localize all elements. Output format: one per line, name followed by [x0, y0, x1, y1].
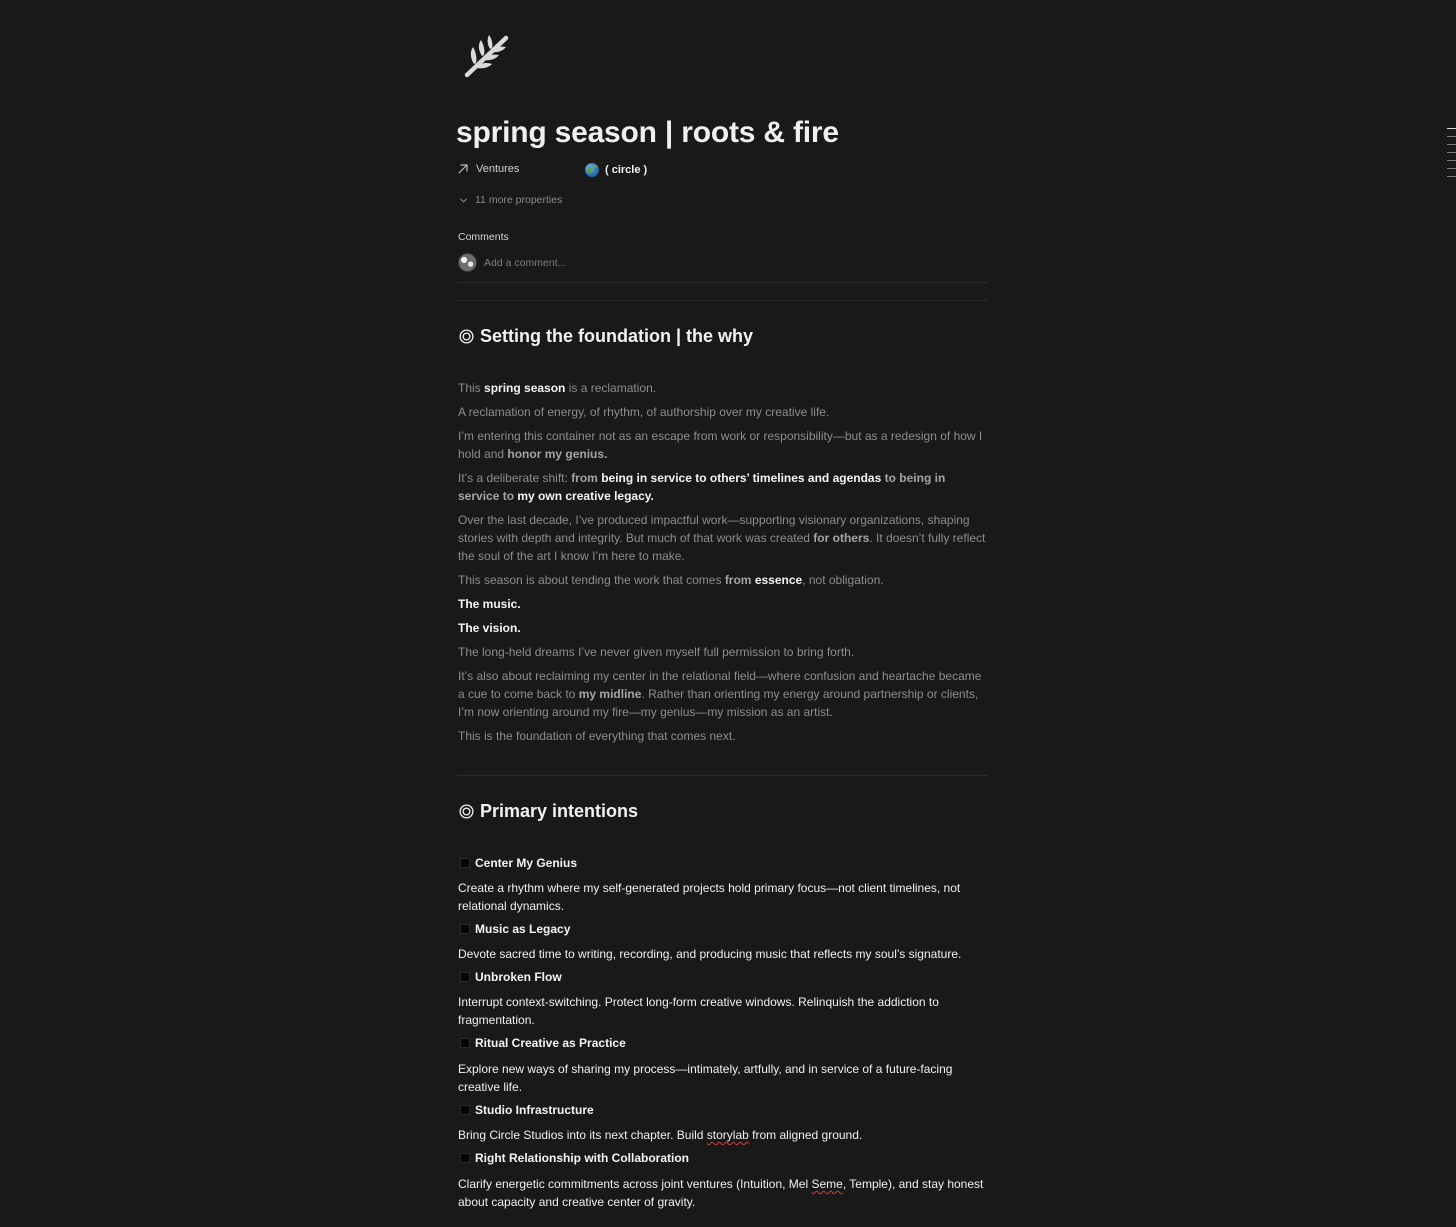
relation-value-label: ( circle ) [605, 164, 648, 176]
toc-line [1447, 168, 1456, 169]
section-heading-intentions[interactable] [459, 801, 638, 822]
intention-title[interactable]: Center My Genius [460, 856, 577, 870]
intention-body[interactable]: Explore new ways of sharing my process—intimately, artfully, and in service of a future-facing creative life. [458, 1062, 953, 1094]
square-bullet-icon [460, 924, 470, 934]
property-label: Ventures [476, 163, 520, 175]
square-bullet-icon [460, 858, 470, 868]
target-icon [459, 329, 474, 344]
more-properties-label: 11 more properties [475, 194, 563, 206]
intention-title[interactable]: Right Relationship with Collaboration [460, 1151, 689, 1165]
avatar [458, 253, 477, 272]
paragraph[interactable]: This spring season is a reclamation. [458, 381, 657, 395]
add-comment-input[interactable]: Add a comment... [484, 256, 567, 269]
square-bullet-icon [460, 1105, 470, 1115]
toc-line [1447, 176, 1456, 177]
property-row-ventures [457, 163, 988, 181]
toc-line [1447, 136, 1456, 137]
intention-body[interactable]: Bring Circle Studios into its next chapter. Build storylab from aligned ground. [458, 1128, 863, 1142]
paragraph[interactable]: This season is about tending the work that comes from essence, not obligation. [458, 573, 884, 587]
intention-body[interactable]: Create a rhythm where my self-generated projects hold primary focus—not client timelines, not relational dynamics. [458, 881, 961, 913]
spellcheck-word: Seme [811, 1177, 843, 1191]
section-heading-foundation[interactable] [459, 326, 753, 347]
table-of-contents-indicator[interactable] [1447, 128, 1456, 184]
relation-value[interactable] [585, 163, 647, 177]
square-bullet-icon [460, 1153, 470, 1163]
square-bullet-icon [460, 972, 470, 982]
paragraph[interactable]: The music. [458, 597, 521, 611]
intention-title[interactable]: Unbroken Flow [460, 970, 562, 984]
intention-title[interactable]: Ritual Creative as Practice [460, 1036, 626, 1050]
section-heading-text: Setting the foundation | the why [480, 326, 754, 346]
chevron-down-icon [459, 196, 468, 205]
paragraph[interactable]: A reclamation of energy, of rhythm, of authorship over my creative life. [458, 405, 830, 419]
divider [457, 775, 988, 776]
toc-line [1447, 144, 1456, 145]
intention-body[interactable]: Interrupt context-switching. Protect long-form creative windows. Relinquish the addiction to fragmentation. [458, 995, 939, 1027]
paragraph[interactable]: It’s a deliberate shift: from being in service to others’ timelines and agendas to being in service to my own creative legacy. [458, 471, 946, 503]
divider [457, 300, 988, 301]
section-heading-text: Primary intentions [480, 801, 639, 821]
globe-icon [585, 163, 599, 177]
intention-title[interactable]: Studio Infrastructure [460, 1103, 594, 1117]
intention-title[interactable]: Music as Legacy [460, 922, 570, 936]
paragraph[interactable]: This is the foundation of everything that comes next. [458, 729, 736, 743]
comments-divider [457, 282, 988, 283]
target-icon [459, 804, 474, 819]
arrow-up-right-icon [457, 163, 469, 175]
property-name[interactable] [457, 163, 519, 175]
toc-line [1447, 160, 1456, 161]
intention-body[interactable]: Devote sacred time to writing, recording, and producing music that reflects my soul’s signature. [458, 947, 962, 961]
add-comment-row[interactable] [458, 253, 566, 272]
paragraph[interactable]: I’m entering this container not as an escape from work or responsibility—but as a redesign of how I hold and honor my genius. [458, 429, 983, 461]
paragraph[interactable]: Over the last decade, I’ve produced impactful work—supporting visionary organizations, shaping stories with depth and integrity. But much of that work was created for others. It doesn’t fully reflect the soul of the art I know I’m here to make. [458, 513, 986, 563]
spellcheck-word: storylab [706, 1128, 749, 1142]
page-title[interactable]: spring season | roots & fire [456, 116, 839, 149]
toc-line [1447, 128, 1456, 129]
more-properties-toggle[interactable] [459, 194, 562, 206]
paragraph[interactable]: The vision. [458, 621, 521, 635]
intention-body[interactable]: Clarify energetic commitments across joint ventures (Intuition, Mel Seme, Temple), and stay honest about capacity and creative center of gravity. [458, 1177, 984, 1209]
sprig-icon[interactable] [462, 33, 512, 79]
paragraph[interactable]: It’s also about reclaiming my center in the relational field—where confusion and heartache became a cue to come back to my midline. Rather than orienting my energy around partnership or clients, I’m now orienting around my fire—my genius—my mission as an artist. [458, 669, 982, 719]
toc-line [1447, 152, 1456, 153]
comments-heading: Comments [458, 231, 509, 243]
square-bullet-icon [460, 1038, 470, 1048]
paragraph[interactable]: The long-held dreams I’ve never given myself full permission to bring forth. [458, 645, 855, 659]
